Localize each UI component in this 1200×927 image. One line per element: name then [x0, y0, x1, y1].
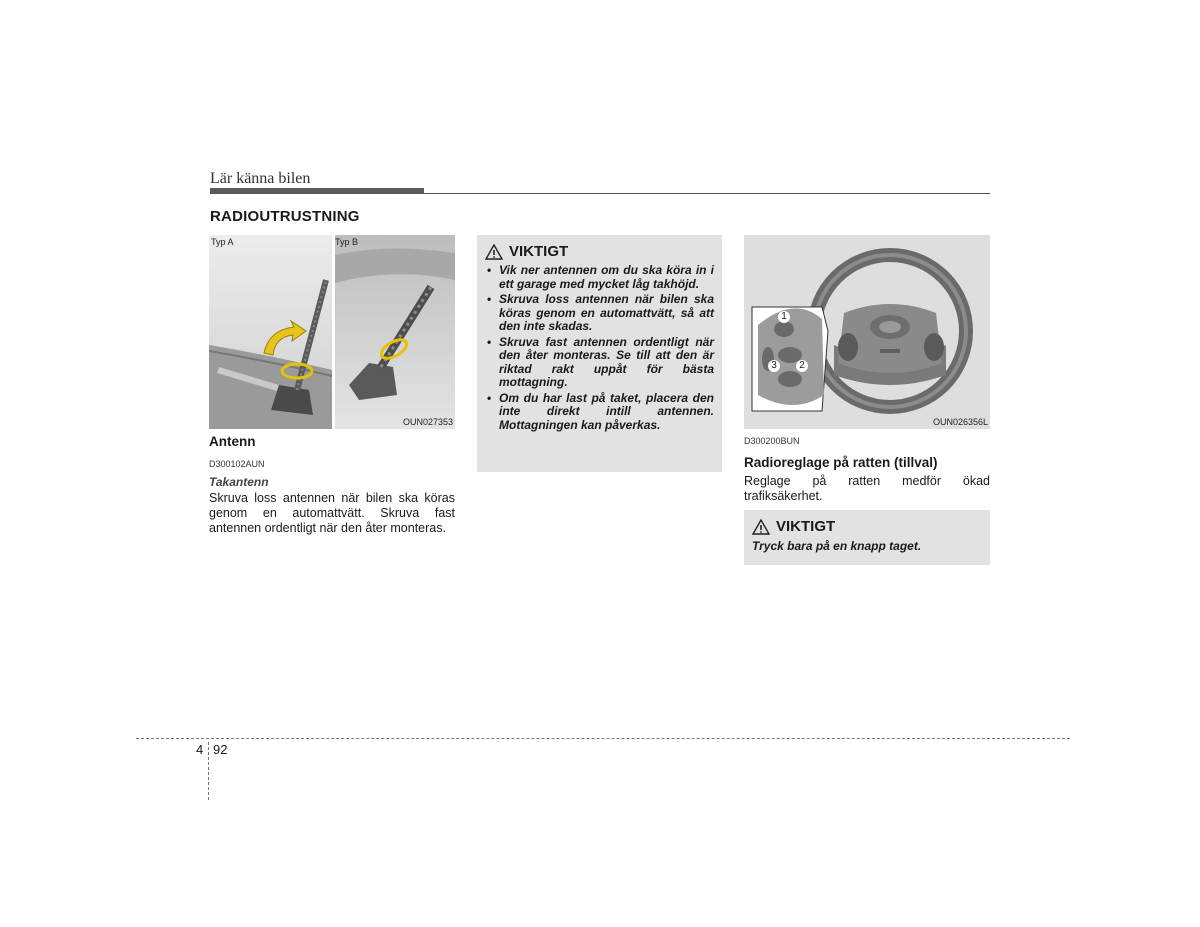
type-a-label: Typ A: [211, 237, 234, 247]
steering-wheel-figure: [744, 235, 990, 429]
warning-header: [752, 518, 982, 535]
warning-item: • Skruva loss antennen när bilen ska köras genom en automattvätt, så att den inte skadas.: [485, 293, 714, 334]
warning-triangle-icon: [752, 519, 770, 535]
figure-code: OUN026356L: [932, 417, 988, 427]
warning-title: VIKTIGT: [509, 243, 569, 260]
antenna-illustration: [209, 235, 455, 429]
steering-wheel-illustration: [744, 235, 990, 429]
warning-triangle-icon: [485, 244, 503, 260]
figure-code: OUN027353: [402, 417, 453, 427]
warning-box-steering: [744, 510, 990, 565]
warning-item: • Vik ner antennen om du ska köra in i ett garage med mycket låg takhöjd.: [485, 264, 714, 291]
antenna-heading: Antenn: [209, 434, 256, 449]
warning-item: • Skruva fast antennen ordentligt när den åter monteras. Se till att den är riktad rakt uppåt för bästa mottagning.: [485, 336, 714, 390]
callout-3: 3: [768, 360, 780, 372]
steering-body: Reglage på ratten medför ökad trafiksäkerhet.: [744, 474, 990, 503]
section-title: RADIOUTRUSTNING: [210, 208, 360, 225]
warning-header: [485, 243, 714, 260]
section-number: 4: [196, 742, 204, 757]
warning-text: Tryck bara på en knapp taget.: [752, 539, 922, 553]
left-column: [209, 434, 455, 536]
antenna-figure: [209, 235, 455, 429]
steering-heading: Radioreglage på ratten (tillval): [744, 455, 938, 470]
right-column: [744, 434, 990, 504]
steering-code: D300200BUN: [744, 436, 800, 446]
callout-2: 2: [796, 360, 808, 372]
page-number: 92: [213, 742, 228, 757]
antenna-code: D300102AUN: [209, 459, 265, 469]
warning-box-antenna: [477, 235, 722, 472]
type-b-label: Typ B: [335, 237, 359, 247]
chapter-title: Lär känna bilen: [210, 170, 311, 187]
roof-antenna-subheading: Takantenn: [209, 475, 269, 489]
footer-divider: [208, 742, 209, 800]
header-rule: [210, 193, 990, 194]
warning-item: • Om du har last på taket, placera den inte direkt intill antennen. Mottagningen kan påverkas.: [485, 392, 714, 433]
callout-1: 1: [778, 311, 790, 323]
warning-title: VIKTIGT: [776, 518, 836, 535]
antenna-body: Skruva loss antennen när bilen ska köras genom en automattvätt. Skruva fast antennen ordentligt när den åter monteras.: [209, 491, 455, 535]
footer-rule: [136, 738, 1070, 739]
warning-list: [485, 264, 714, 432]
